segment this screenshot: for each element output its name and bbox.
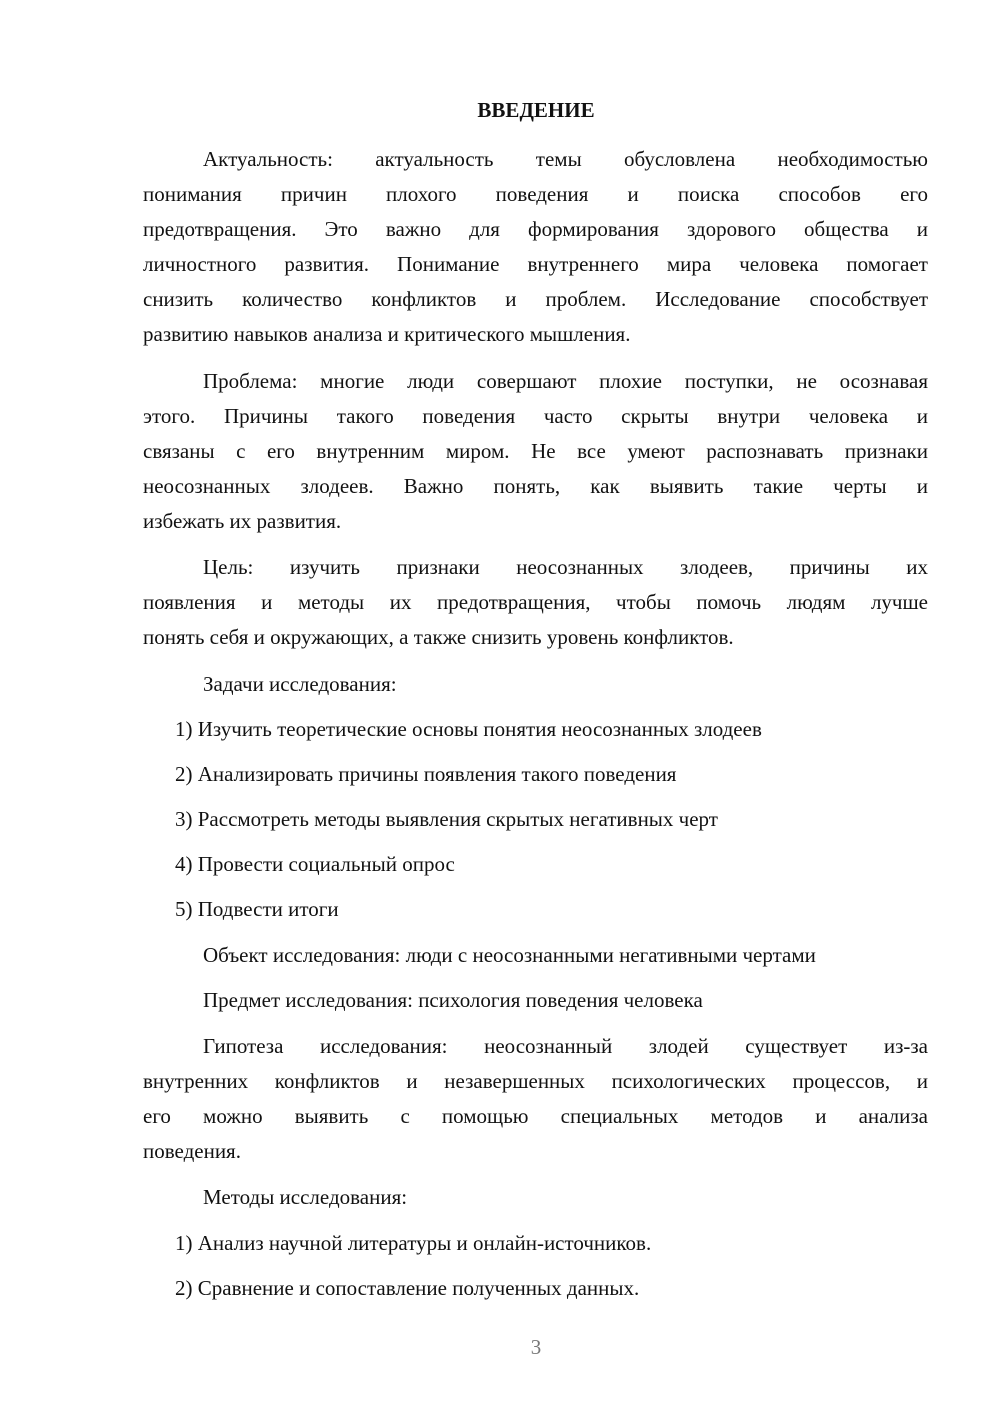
- text-line: поведения.: [143, 1139, 241, 1163]
- research-object: Объект исследования: люди с неосознанными негативными чертами: [203, 943, 816, 967]
- text-line: понять себя и окружающих, а также снизить уровень конфликтов.: [143, 625, 734, 649]
- text-line: неосознанных злодеев. Важно понять, как выявить такие черты и: [143, 474, 928, 498]
- method-item: 2) Сравнение и сопоставление полученных данных.: [175, 1276, 640, 1300]
- task-item: 1) Изучить теоретические основы понятия неосознанных злодеев: [175, 717, 762, 741]
- goal-paragraph: [143, 550, 928, 655]
- text-line: понимания причин плохого поведения и поиска способов его: [143, 182, 928, 206]
- text-line: Гипотеза исследования: неосознанный злодей существует из-за: [203, 1034, 928, 1058]
- text-line: Актуальность: актуальность темы обусловлена необходимостью: [203, 147, 928, 171]
- text-line: снизить количество конфликтов и проблем. Исследование способствует: [143, 287, 928, 311]
- hypothesis-paragraph: [143, 1029, 928, 1169]
- text-line: этого. Причины такого поведения часто скрыты внутри человека и: [143, 404, 928, 428]
- task-item: 2) Анализировать причины появления такого поведения: [175, 762, 677, 786]
- text-line: Цель: изучить признаки неосознанных злодеев, причины их: [203, 555, 928, 579]
- text-line: предотвращения. Это важно для формирования здорового общества и: [143, 217, 928, 241]
- page-title: ВВЕДЕНИЕ: [477, 98, 595, 122]
- task-item: 5) Подвести итоги: [175, 897, 339, 921]
- research-subject: Предмет исследования: психология поведения человека: [203, 988, 703, 1012]
- text-line: его можно выявить с помощью специальных методов и анализа: [143, 1104, 928, 1128]
- text-line: избежать их развития.: [143, 509, 342, 533]
- text-line: развитию навыков анализа и критического мышления.: [143, 322, 631, 346]
- text-line: связаны с его внутренним миром. Не все умеют распознавать признаки: [143, 439, 928, 463]
- methods-heading: Методы исследования:: [203, 1185, 408, 1209]
- text-line: внутренних конфликтов и незавершенных психологических процессов, и: [143, 1069, 928, 1093]
- problem-paragraph: [143, 364, 928, 539]
- task-item: 4) Провести социальный опрос: [175, 852, 455, 876]
- text-line: Проблема: многие люди совершают плохие поступки, не осознавая: [203, 369, 928, 393]
- task-item: 3) Рассмотреть методы выявления скрытых негативных черт: [175, 807, 718, 831]
- page-number: 3: [530, 1335, 542, 1359]
- tasks-heading: Задачи исследования:: [203, 672, 397, 696]
- text-line: появления и методы их предотвращения, чтобы помочь людям лучше: [143, 590, 928, 614]
- text-line: личностного развития. Понимание внутреннего мира человека помогает: [143, 252, 928, 276]
- method-item: 1) Анализ научной литературы и онлайн-источников.: [175, 1231, 652, 1255]
- relevance-paragraph: [143, 142, 928, 352]
